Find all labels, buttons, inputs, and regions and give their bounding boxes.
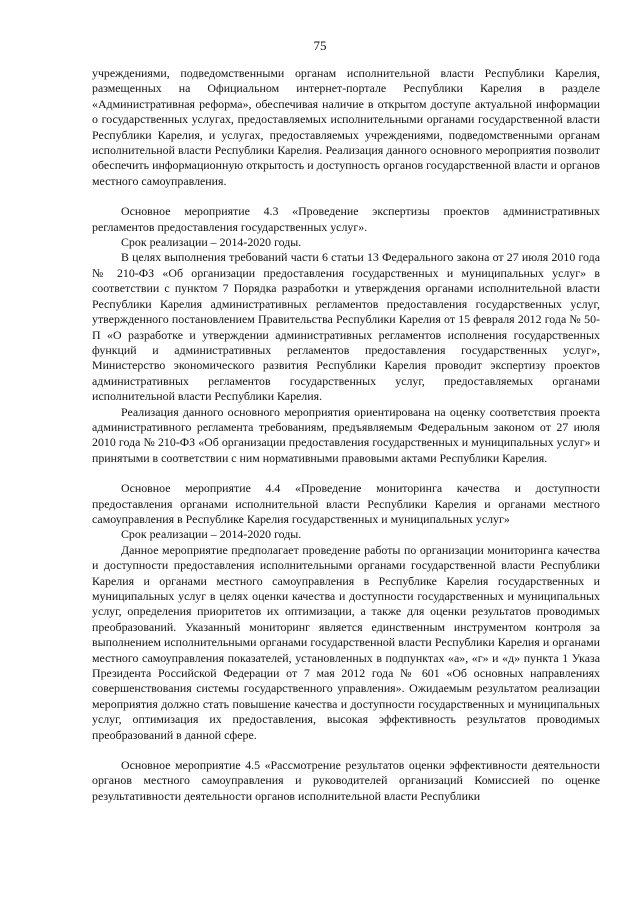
page-number: 75 [313,38,327,53]
paragraph-public-access: учреждениями, подведомственными органам исполнительной власти Республики Карелия, размещенных на Официальном интернет-портале Республики Карелия в разделе «Административная реформа», обеспечивая наличие в открытом доступе актуальной информации о государственных услугах, предоставляемых исполнительными органами государственной власти Республики Карелия, и услугах, предоставляемых учреждениями, подведомственными органам исполнительной власти Республики Карелия. Реализация данного основного мероприятия позволит обеспечить информационную открытость и доступность органов государственной власти и органов местного самоуправления. [92,66,600,188]
paragraph-measure-4-4-term: Срок реализации – 2014-2020 годы. [121,527,302,542]
paragraph-measure-4-5-title: Основное мероприятие 4.5 «Рассмотрение результатов оценки эффективности деятельности органов местного самоуправления и руководителей организаций Комиссией по оценке результативности деятельности органов исполнительной власти Республики [92,758,600,803]
paragraph-measure-4-3-description: В целях выполнения требований части 6 статьи 13 Федерального закона от 27 июля 2010 года № 210-ФЗ «Об организации предоставления государственных и муниципальных услуг» в соответствии с пунктом 7 Порядка разработки и утверждения органами исполнительной власти Республики Карелия административных регламентов предоставления государственных услуг, утвержденного постановлением Правительства Республики Карелия от 15 февраля 2012 года № 50-П «О разработке и утверждении административных регламентов исполнения государственных функций и административных регламентов предоставления государственных услуг», Министерство экономического развития Республики Карелия проводит экспертизу проектов административных регламентов государственных услуг, предоставляемых органами исполнительной власти Республики Карелия. [92,250,600,404]
paragraph-measure-4-3-term: Срок реализации – 2014-2020 годы. [121,235,302,250]
paragraph-measure-4-3-purpose: Реализация данного основного мероприятия ориентирована на оценку соответствия проекта административного регламента требованиям, предъявляемым Федеральным законом от 27 июля 2010 года № 210-ФЗ «Об организации предоставления государственных и муниципальных услуг» и принятыми в соответствии с ним нормативными правовыми актами Республики Карелия. [92,404,600,465]
paragraph-measure-4-4-title: Основное мероприятие 4.4 «Проведение мониторинга качества и доступности предоставления органами исполнительной власти Республики Карелия и органами местного самоуправления в Республике Карелия государственных и муниципальных услуг» [92,481,600,526]
paragraph-measure-4-4-description: Данное мероприятие предполагает проведение работы по организации мониторинга качества и доступности предоставления исполнительными органами государственной власти Республики Карелия и органами местного самоуправления в Республике Карелия государственных и муниципальных услуг в целях оценки качества и доступности государственных и муниципальных услуг, определения приоритетов их оптимизации, а также для оценки результатов проводимых преобразований. Указанный мониторинг является единственным инструментом контроля за выполнением исполнительными органами государственной власти Республики Карелия и органами местного самоуправления показателей, установленных в подпунктах «а», «г» и «д» пункта 1 Указа Президента Российской Федерации от 7 мая 2012 года № 601 «Об основных направлениях совершенствования системы государственного управления». Ожидаемым результатом реализации мероприятия должно стать повышение качества и доступности государственных и муниципальных услуг, оптимизация их предоставления, высокая эффективность результатов проводимых преобразований в данной сфере. [92,542,600,742]
document-body [92,66,600,804]
paragraph-measure-4-3-title: Основное мероприятие 4.3 «Проведение экспертизы проектов административных регламентов предоставления государственных услуг». [92,204,600,234]
